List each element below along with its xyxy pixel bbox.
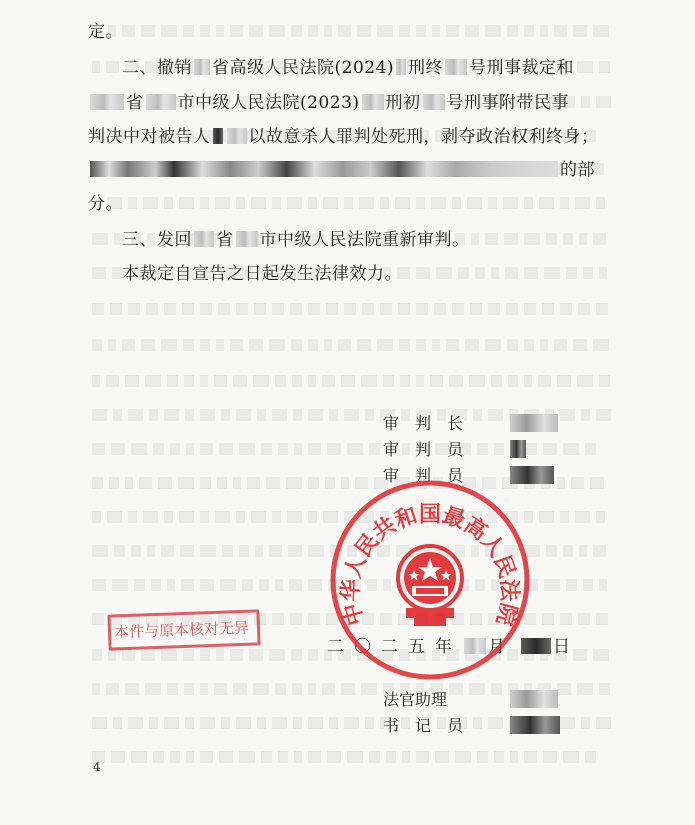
text-line: 分。 [88,194,123,214]
page-number: 4 [93,760,101,774]
text-line: 二、撤销 省高级人民法院(2024) 刑终 号刑事裁定和 [122,58,575,78]
chief-judge-label: 审 判 长 [383,414,464,433]
text-line-redacted: 的部 [88,160,595,180]
court-seal [330,480,530,680]
judge-name-redacted [510,440,526,458]
clerk-label: 书 记 员 [383,716,464,735]
assistant-label: 法官助理 [383,690,448,709]
chief-judge-name-redacted [510,414,558,432]
text-line: 本裁定自宣告之日起发生法律效力。 [122,264,402,284]
text-line: 三、发回 省 市中级人民法院重新审判。 [122,230,470,250]
judge-label: 审 判 员 [383,466,464,485]
text-line: 省 市中级人民法院(2023) 刑初 号刑事附带民事 [88,93,569,113]
text-line: 判决中对被告人 以故意杀人罪判处死刑，剥夺政治权利终身； [88,127,599,147]
copy-verification-stamp: 本件与原本核对无异 [107,609,260,650]
text-line-continuation: 定。 [88,22,123,42]
svg-text:中华人民共和国最高人民法院: 中华人民共和国最高人民法院 [337,501,523,629]
clerk-name-redacted [510,716,560,734]
assistant-name-redacted [510,690,558,708]
judge-label: 审 判 员 [383,440,464,459]
date-line: 二〇二五年 月 日 [327,637,570,657]
national-emblem-icon [398,546,462,626]
